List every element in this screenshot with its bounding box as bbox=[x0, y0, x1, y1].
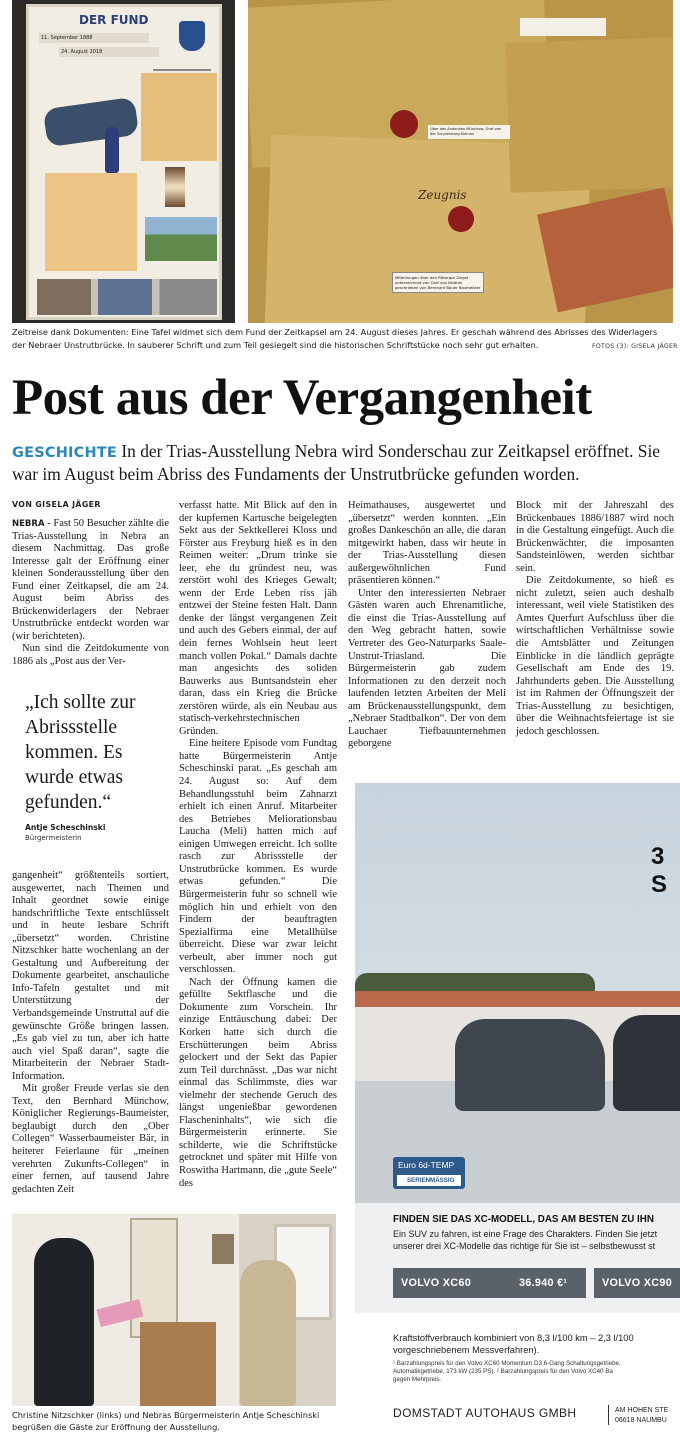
quote-author: Antje Scheschinski bbox=[25, 823, 106, 832]
top-photo-caption: Zeitreise dank Dokumenten: Eine Tafel widmet sich dem Fund der Zeitkapsel am 24. August dieses Jahres. Er geschah während des Abrisses des Widerlagers der Nebraer Unstrutbrücke. In sauberer Schrift und zum Teil gesiegelt sind die historischen Schriftstücke noch sehr gut erhalten. bbox=[12, 327, 658, 350]
wax-seal-2 bbox=[448, 206, 474, 232]
dealer-address-2: 06618 NAUMBU bbox=[615, 1417, 667, 1424]
paragraph: Nun sind die Zeitdokumente von 1886 als „Post aus der Ver- bbox=[12, 643, 169, 668]
xc60-button[interactable] bbox=[393, 1268, 586, 1298]
photo-strip bbox=[37, 279, 217, 315]
article-column-4 bbox=[516, 500, 674, 738]
document-label-2: Mitteilungen über den Rittergut Zingst unterzeichnet von Graf von Keldnei geschrieben von Bernhard Bauer Baumeister bbox=[392, 272, 484, 293]
capsule-image bbox=[43, 97, 139, 147]
model-label: VOLVO XC60 bbox=[401, 1277, 472, 1289]
board-emblem bbox=[179, 21, 205, 51]
board-date-2: 24. August 2018 bbox=[59, 47, 159, 57]
headline: Post aus der Vergangenheit bbox=[12, 370, 592, 426]
subheadline bbox=[12, 441, 680, 485]
person-left bbox=[34, 1238, 94, 1406]
car-xc90 bbox=[613, 1015, 680, 1111]
paragraph: verfasst hatte. Mit Blick auf den in der kupfernen Kartusche beigelegten Sekt aus der Sektkellerei Kloss und Förster aus Freyburg hieß es in den Reimen weiter: „Drum trinke sie leer, ehe du gründest neu, was zerstört wohl des Krieges Gewalt; wenn der Erde Leben riss jäh entzwei der Steine festen Halt. Dann denke der längst vergangenen Zeit und auch des Gebers einmal, der auf dein fernes Wohlsein heut leert manch vollen Pokal.“ Damals dachte man angesichts des soliden Bauwerks aus Buntsandstein eher daran, dass ein Krieg die Brücke zerstören würde, als ein Neubau aus statisch-verkehrstechnischen Gründen. bbox=[179, 500, 337, 737]
volvo-advertisement[interactable] bbox=[355, 783, 680, 1313]
quote-role: Bürgermeisterin bbox=[25, 834, 82, 842]
ad-headline: FINDEN SIE DAS XC-MODELL, DAS AM BESTEN ZU IHN bbox=[393, 1214, 654, 1225]
bottle-image bbox=[105, 127, 119, 173]
badge-top-text: Euro 6d-TEMP bbox=[398, 1160, 455, 1170]
paper-panel-2 bbox=[45, 173, 137, 271]
badge-bottom-text: SERIENMÄSSIG bbox=[397, 1175, 461, 1186]
ad-text-2: unserer drei XC-Modelle das richtige für Sie ist – selbstbewusst st bbox=[393, 1241, 656, 1251]
paragraph: Die Zeitdokumente, so hieß es nicht zuletzt, seien auch deshalb interessant, weil viele Statistiken des Amtes Querfurt Aufschluss über die wirtschaftlichen Verhältnisse sowie die Amtsblätter und Zeitungen Einblicke in die ländlich geprägte Gesellschaft am Ende des 19. Jahrhunderts geben. Die Ausstellung ist im Rahmen der Öffnungszeit der Trias-Ausstellung zu besichtigen, über die Weihnachtsfeiertage ist sie jedoch geschlossen. bbox=[516, 575, 674, 737]
dealer-name: DOMSTADT AUTOHAUS GMBH bbox=[393, 1406, 577, 1420]
ad-fineprint-2: Automatikgetriebe, 173 kW (235 PS). ² Barzahlungspreis für den Volvo XC40 Ba bbox=[393, 1368, 613, 1375]
landscape-image bbox=[145, 217, 217, 261]
paragraph: Unter den interessierten Nebraer Gästen waren auch Ehrenamtliche, die einst die Trias-Ausstellung auf den Weg gebracht hatten, sowie Vertreter des Geo-Naturparks Saale-Unstrut-Triasland. Die Bürgermeisterin gab zudem Informationen zu den derzeit noch laufenden letzten Arbeiten der Meli am Brückenausstellungspunkt, dem „Nebraer Stadtbalkon“. Der von dem Lauchaer Tiefbauunternehmen geborgene bbox=[348, 587, 506, 750]
byline: VON GISELA JÄGER bbox=[12, 500, 101, 509]
paper-panel bbox=[141, 73, 217, 161]
documents-photo bbox=[248, 0, 673, 323]
ad-consumption-1: Kraftstoffverbrauch kombiniert von 8,3 l/100 km – 2,3 l/100 bbox=[393, 1333, 634, 1343]
article-column-2 bbox=[179, 500, 337, 1190]
dealer-address-1: AM HOHEN STE bbox=[615, 1407, 669, 1414]
article-column-1-top bbox=[12, 518, 169, 669]
article-column-3 bbox=[348, 500, 506, 751]
paper-fragment-text: Zeugnis bbox=[418, 188, 467, 202]
article-column-1-bottom bbox=[12, 870, 169, 1196]
paragraph: Heimathauses, ausgewertet und „übersetzt“ werden konnten. „Ein großes Dankeschön an alle, die daran mitgewirkt haben, dass wir heute in der Trias-Ausstellung diesen außergewöhnlichen Fund präsentieren können.“ bbox=[348, 500, 506, 587]
model-label: VOLVO XC90 bbox=[602, 1277, 673, 1289]
paragraph: Mit großer Freude verlas sie den Text, den Bernhard Münchow, Königlicher Regierungs-Baumeister, beglaubigt durch den „Ober Collegen“ Wasserbaumeister Bär, in heiterer Feierlaune für „meinen verehrten Zukunfts-Collegen“ in einer fernen, auf tausend Jahre gedachten Zeit bbox=[12, 1083, 169, 1195]
paragraph: Nach der Öffnung kamen die gefüllte Sektflasche und die Dokumente zum Vorschein. Ihr einzige Enttäuschung dabei: Der Korken hatte sich durch die Erschütterungen beim Abriss gelockert und der Sekt das Papier zum Teil durchnässt. „Das war nicht einmal das Schlimmste, dies war vielmehr der stechende Geruch des längst ungenießbar gewordenen Flascheninhalts“, wie sich die Bürgermeisterin erinnerte. Sie schilderte, wie die Schriftstücke getrocknet und später mit Hilfe von Roswitha Hartmann, die „gute Seele“ des bbox=[179, 976, 337, 1189]
xc90-button[interactable] bbox=[594, 1268, 680, 1298]
bottom-photo-caption: Christine Nitzschker (links) und Nebras Bürgermeisterin Antje Scheschinski begrüßen die Gäste zur Eröffnung der Ausstellung. bbox=[12, 1410, 320, 1432]
dealer-divider bbox=[608, 1405, 609, 1425]
ad-fineprint-1: ¹ Barzahlungspreis für den Volvo XC60 Momentum D3 6-Gang Schaltungsgetriebe, bbox=[393, 1360, 621, 1367]
quote-text: „Ich sollte zur Abrissstelle kommen. Es wurde etwas gefunden.“ bbox=[25, 692, 136, 813]
ad-fineprint-3: gegen Mehrpreis. bbox=[393, 1376, 442, 1383]
wax-seal-1 bbox=[390, 110, 418, 138]
info-board bbox=[26, 4, 222, 320]
paragraph: gangenheit“ größtenteils sortiert, ausgewertet, nach Themen und Inhalt geordnet sowie einige handschriftliche Texte entschlüsselt und in heute lesbare Schrift „übersetzt“ worden. Christine Nitzschker hatte wochenlang an der Gestaltung und Aufbereitung der Dokumente gearbeitet, anschauliche Info-Tafeln gestaltet und mit Unterstützung der Verbandsgemeinde Unstruttal auf die gewünschte Größe bringen lassen. „Es gab viel zu tun, aber ich hatte auch viel Spaß daran“, sagte die Mitarbeiterin der Nebraer Stadt-Information. bbox=[12, 870, 169, 1082]
euro-badge bbox=[393, 1157, 465, 1189]
dateline: NEBRA bbox=[12, 519, 45, 529]
car-xc60 bbox=[455, 1019, 605, 1111]
subhead-text: In der Trias-Ausstellung Nebra wird Sonderschau zur Zeitkapsel eröffnet. Sie war im August beim Abriss des Fundaments der Unstrutbrücke gefunden worden. bbox=[12, 441, 661, 484]
person-right bbox=[240, 1260, 296, 1406]
paragraph: Eine heitere Episode vom Fundtag hatte Bürgermeisterin Antje Scheschinski parat. „Es geschah am 24. August so: Auf dem Behandlungsstuhl beim Zahnarzt erhielt ich einen Anruf. Mitarbeiter des Betriebes Meliorationsbau Laucha (Meli) hatten mich auf einigen Umwegen erreicht. Ich sollte rasch zur Abrissstelle der Unstrutbrücke kommen. Es wurde etwas gefunden.“ Die Bürgermeisterin fuhr so schnell wie möglich hin und erhielt von den Findern der beauftragten Spezialfirma eine Metallhülse überreicht. Diese war zwar leicht verbeult, aber immer noch gut verschlossen. bbox=[179, 738, 337, 976]
price-label: 36.940 €¹ bbox=[519, 1277, 568, 1289]
document-sheet-3 bbox=[505, 37, 673, 193]
picture-frame bbox=[212, 1234, 234, 1264]
opening-photo bbox=[12, 1214, 336, 1406]
display-board bbox=[130, 1218, 178, 1338]
board-date-1: 11. September 1888 bbox=[39, 33, 149, 43]
paragraph: Block mit der Jahreszahl des Brückenbaues 1886/1887 wird noch in die Gestaltung eingefügt. Auch die Brückenwächter, die imposanten Sandsteinlöwen, werden sichtbar sein. bbox=[516, 500, 674, 574]
photo-credit: FOTOS (3): GISELA JÄGER bbox=[592, 343, 678, 350]
ad-text-1: Ein SUV zu fahren, ist eine Frage des Charakters. Finden Sie jetzt bbox=[393, 1229, 658, 1239]
showcase bbox=[140, 1322, 216, 1406]
ad-consumption-2: vorgeschriebenem Messverfahren). bbox=[393, 1345, 540, 1355]
pull-quote bbox=[12, 690, 170, 842]
document-label-1: Über das Andenken Münchow, Graf von der Schulenburg Kleinov bbox=[428, 125, 510, 139]
exhibit-board-photo bbox=[12, 0, 235, 323]
board-title: DER FUND bbox=[79, 13, 149, 27]
ad-corner-text: 3 S bbox=[651, 843, 670, 898]
hourglass-image bbox=[165, 167, 185, 207]
paragraph: - Fast 50 Besucher zählte die Trias-Ausstellung in Nebra an diesem Nachmittag. Das große Interesse galt der Eröffnung einer kleinen Sonderausstellung über den Fund einer Zeitkapsel, die am 24. August beim Abriss des Brückenwiderlagers der Nebraer Unstrutbrücke entdeckt worden war (wir berichteten). bbox=[12, 518, 169, 642]
kicker: GESCHICHTE bbox=[12, 445, 117, 461]
small-label bbox=[520, 18, 606, 36]
board-sketch bbox=[153, 51, 211, 71]
ad-image bbox=[355, 783, 680, 1203]
